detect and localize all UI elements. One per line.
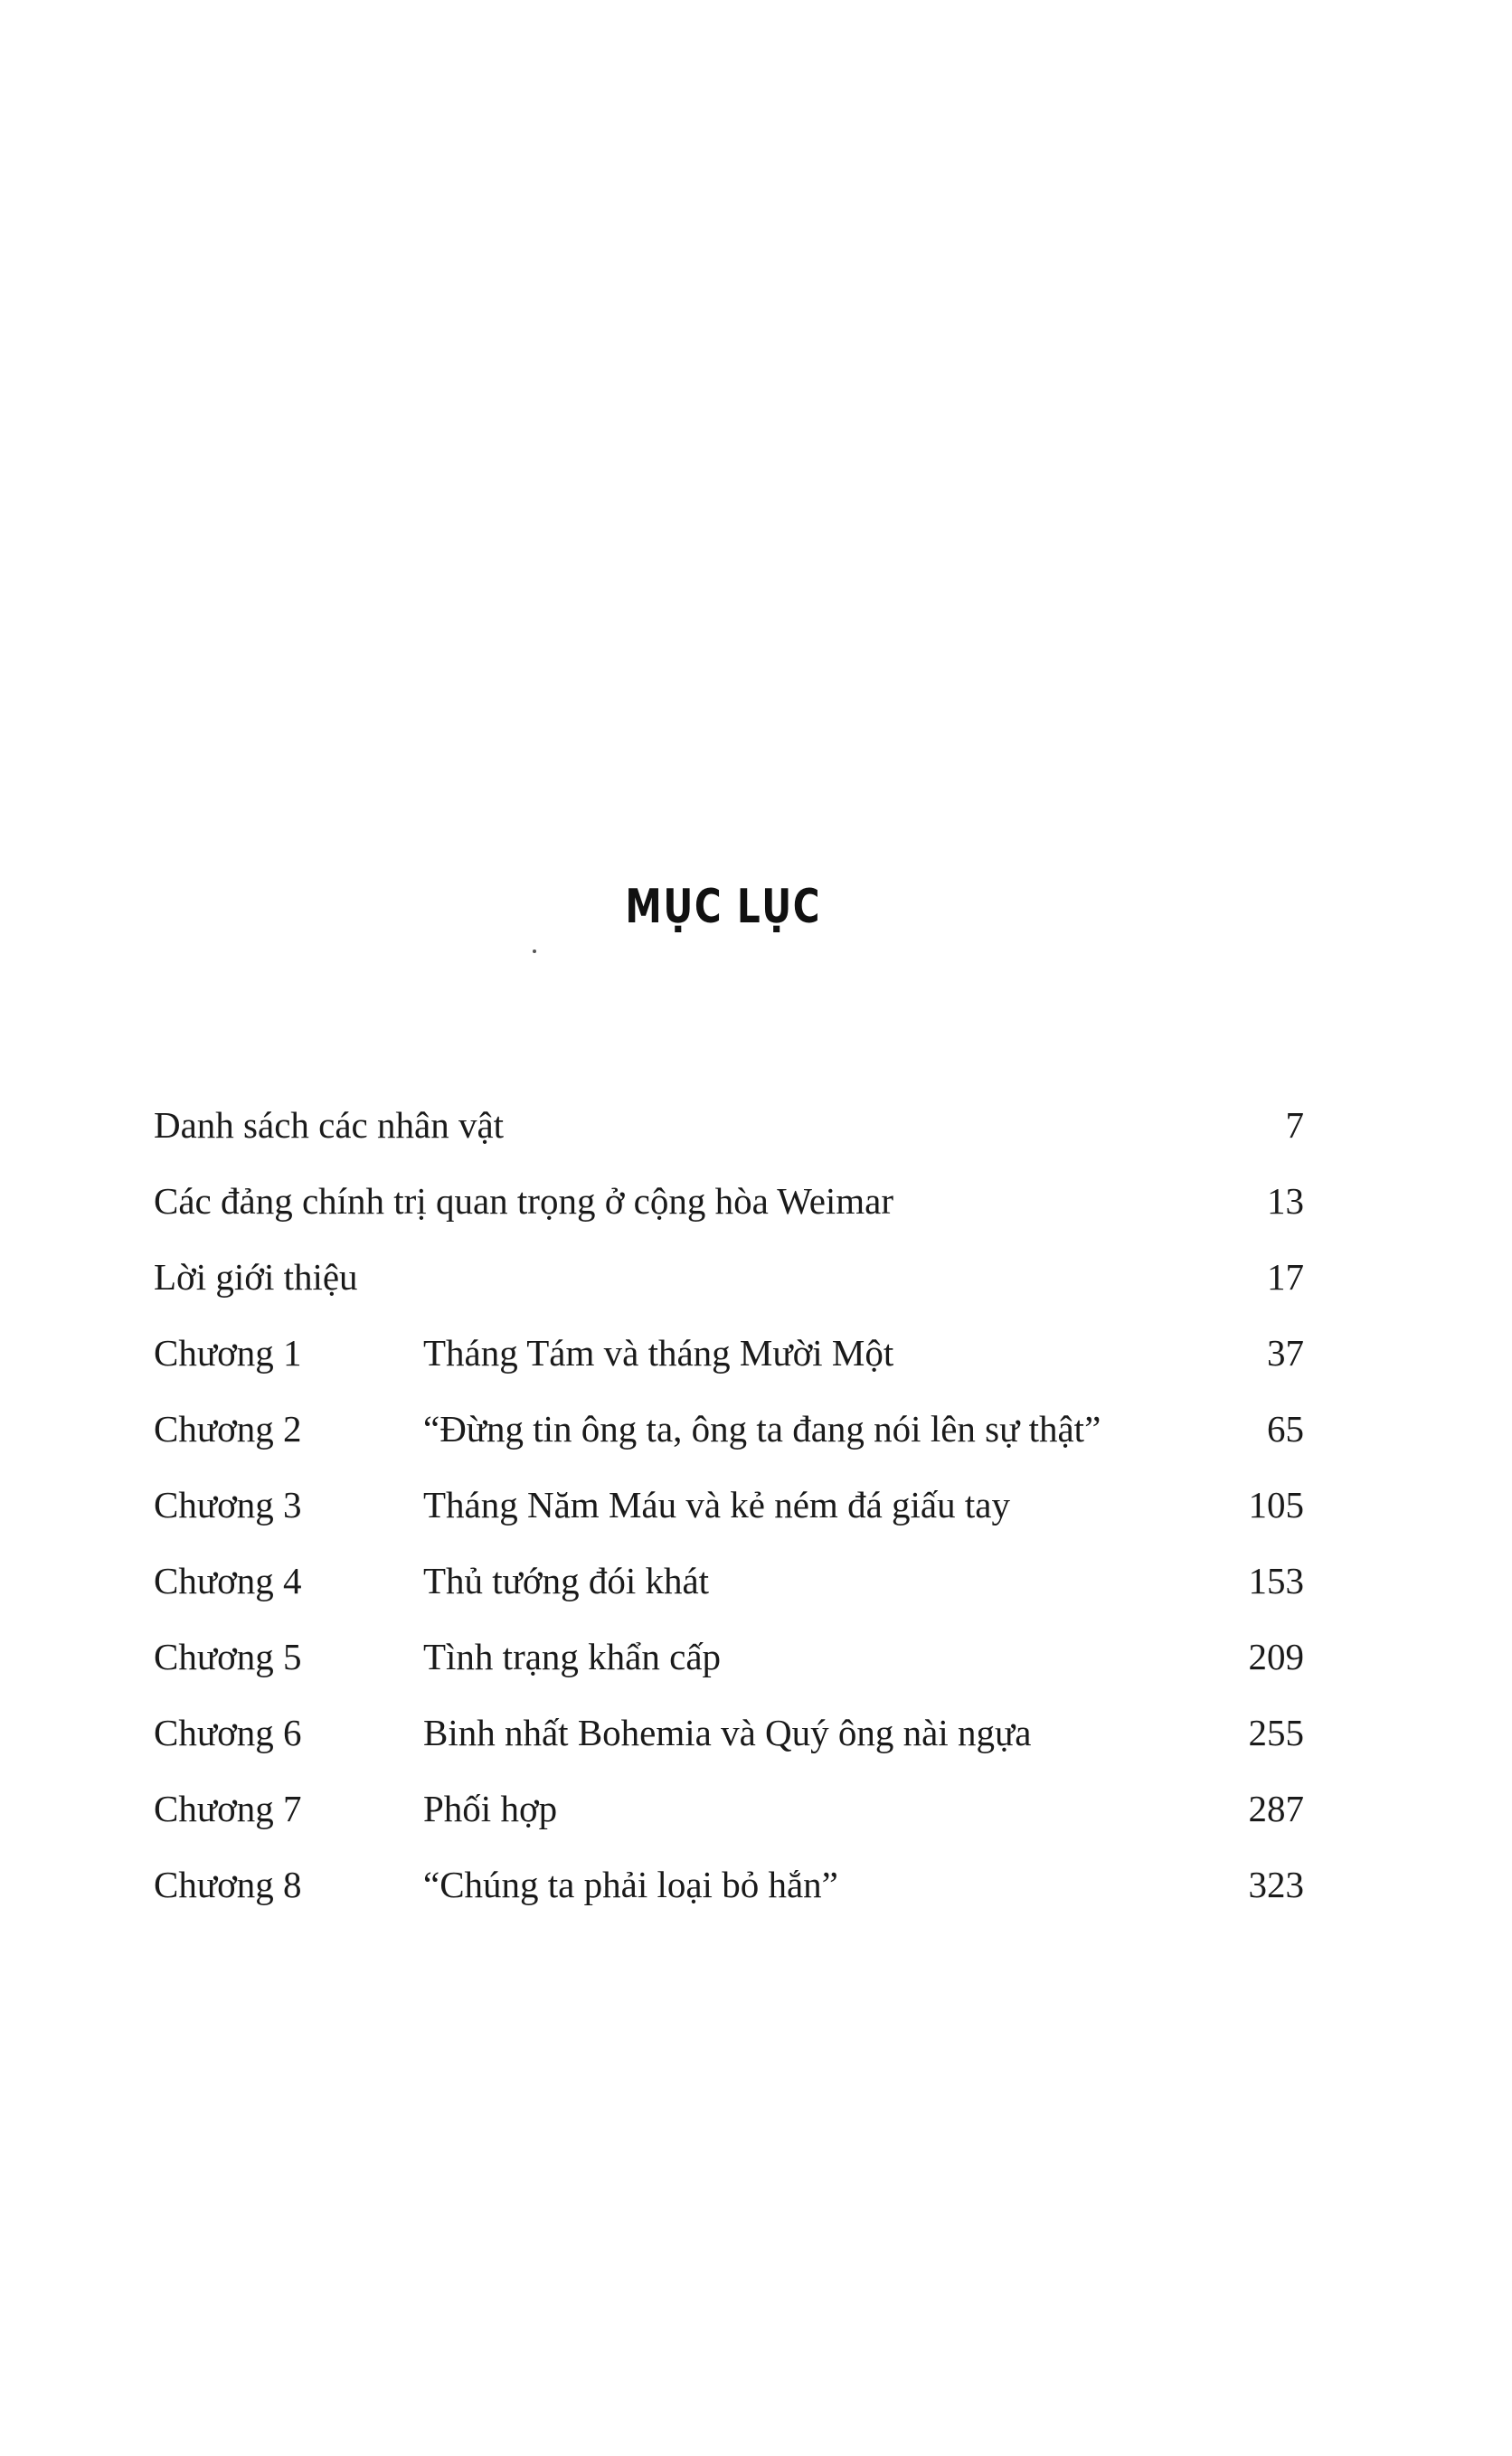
toc-entry-title: Tình trạng khẩn cấp	[423, 1636, 722, 1677]
toc-list	[154, 1096, 1304, 1932]
toc-page-number: 105	[1248, 1484, 1304, 1526]
toc-row	[154, 1704, 1304, 1780]
toc-entry-title: “Chúng ta phải loại bỏ hắn”	[423, 1864, 838, 1905]
toc-label: Các đảng chính trị quan trọng ở cộng hòa Weimar	[154, 1180, 894, 1222]
toc-label: Chương 3	[154, 1484, 302, 1526]
toc-page-number: 37	[1267, 1332, 1304, 1374]
toc-row	[154, 1552, 1304, 1628]
toc-label: Chương 1	[154, 1332, 302, 1374]
toc-page-number: 255	[1248, 1712, 1304, 1753]
toc-entry-title: Tháng Năm Máu và kẻ ném đá giấu tay	[423, 1484, 1010, 1526]
toc-row	[154, 1172, 1304, 1248]
toc-page-number: 65	[1267, 1408, 1304, 1450]
toc-label: Chương 6	[154, 1712, 302, 1753]
toc-row	[154, 1476, 1304, 1552]
toc-page-number: 287	[1248, 1788, 1304, 1829]
toc-page-number: 209	[1248, 1636, 1304, 1677]
toc-entry-title: Tháng Tám và tháng Mười Một	[423, 1332, 894, 1374]
toc-entry-title: Phối hợp	[423, 1788, 558, 1829]
stray-dot	[533, 949, 536, 953]
toc-label: Danh sách các nhân vật	[154, 1104, 505, 1146]
toc-page-number: 153	[1248, 1560, 1304, 1601]
toc-row	[154, 1780, 1304, 1856]
toc-heading: MỤC LỤC	[625, 879, 822, 934]
toc-label: Chương 8	[154, 1864, 302, 1905]
toc-label: Chương 5	[154, 1636, 302, 1677]
toc-row	[154, 1096, 1304, 1172]
toc-page-number: 323	[1248, 1864, 1304, 1905]
toc-entry-title: Thủ tướng đói khát	[423, 1560, 710, 1601]
toc-label: Chương 4	[154, 1560, 302, 1601]
toc-row	[154, 1324, 1304, 1400]
toc-label: Lời giới thiệu	[154, 1256, 358, 1298]
toc-page-number: 13	[1267, 1180, 1304, 1222]
toc-entry-title: “Đừng tin ông ta, ông ta đang nói lên sự thật”	[423, 1408, 1101, 1450]
toc-row	[154, 1856, 1304, 1932]
toc-row	[154, 1248, 1304, 1324]
toc-row	[154, 1400, 1304, 1476]
toc-label: Chương 7	[154, 1788, 302, 1829]
toc-label: Chương 2	[154, 1408, 302, 1450]
toc-row	[154, 1628, 1304, 1704]
toc-entry-title: Binh nhất Bohemia và Quý ông nài ngựa	[423, 1712, 1032, 1753]
toc-page-number: 7	[1285, 1104, 1304, 1146]
toc-page-number: 17	[1267, 1256, 1304, 1298]
